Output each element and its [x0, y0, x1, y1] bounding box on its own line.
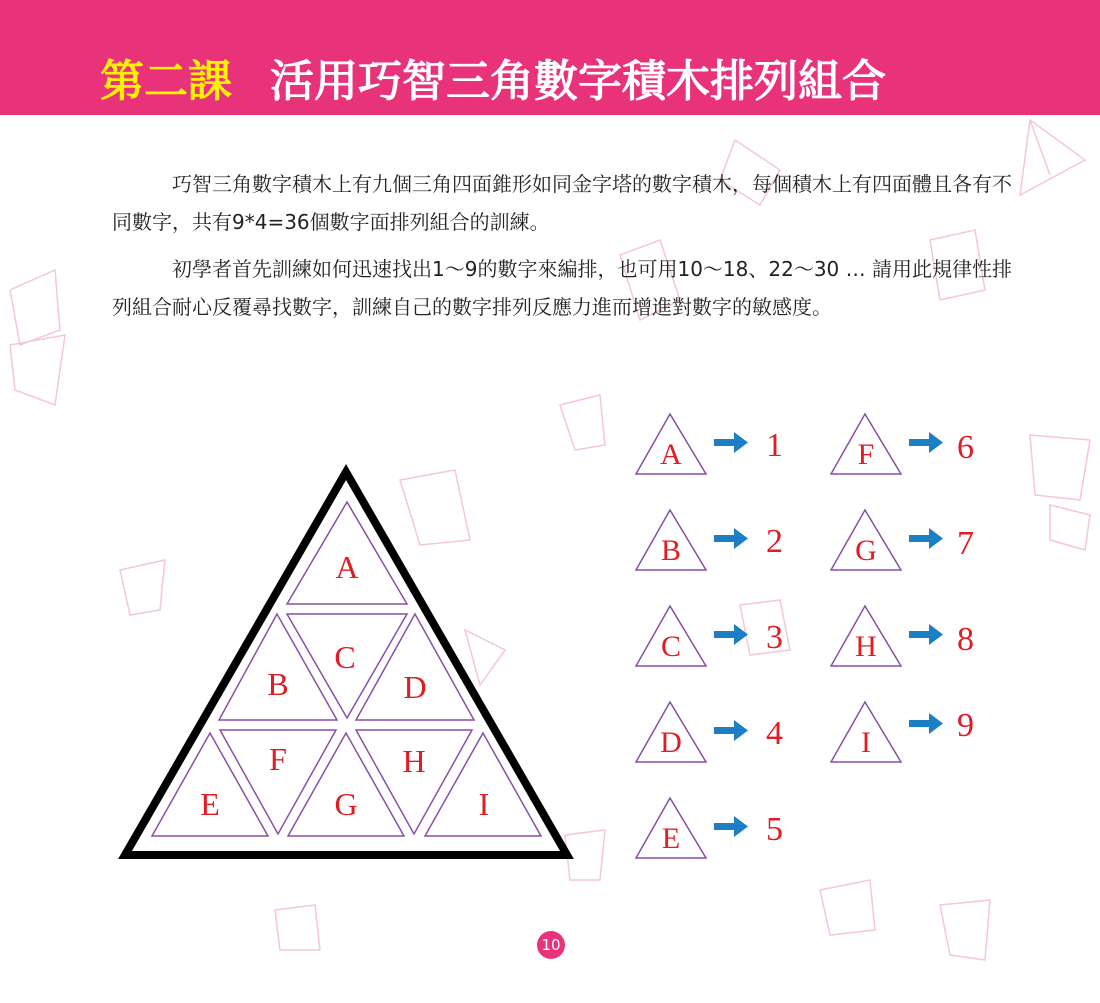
legend-item-h — [829, 604, 1019, 664]
legend-number: 8 — [957, 621, 974, 658]
cell-d-label: D — [403, 669, 427, 705]
legend-letter: D — [660, 726, 682, 759]
arrow-icon — [714, 624, 748, 645]
legend-item-c — [634, 604, 824, 664]
arrow-icon — [714, 528, 748, 549]
training-text: 初學者首先訓練如何迅速找出1～9的數字來編排，也可用10～18、22～30 … 請用此規律性排列組合耐心反覆尋找數字，訓練自己的數字排列反應力進而增進對數字的敏感度。 — [112, 257, 1012, 319]
legend-item-f — [829, 412, 1019, 472]
arrow-icon — [714, 432, 748, 453]
cell-e-label: E — [200, 786, 220, 822]
legend-number: 9 — [957, 707, 974, 744]
arrow-icon — [909, 624, 943, 645]
legend-letter: A — [660, 438, 682, 471]
lesson-title: 活用巧智三角數字積木排列組合 — [270, 56, 886, 107]
cell-g-label: G — [334, 786, 358, 822]
legend-item-b — [634, 508, 824, 568]
legend-number: 3 — [766, 619, 783, 656]
arrow-icon — [714, 816, 748, 837]
legend-letter: C — [660, 630, 682, 663]
arrow-icon — [909, 432, 943, 453]
cell-f-label: F — [269, 741, 287, 777]
cell-h-label: H — [402, 743, 426, 779]
legend-letter: F — [857, 438, 875, 471]
cell-b-label: B — [267, 666, 289, 702]
legend-item-e — [634, 796, 824, 856]
arrow-icon — [909, 528, 943, 549]
legend-number: 6 — [957, 429, 974, 466]
legend-number: 1 — [766, 427, 783, 464]
legend-number: 7 — [957, 525, 974, 562]
cell-i-label: I — [478, 786, 490, 822]
legend-item-g — [829, 508, 1019, 568]
legend-letter: B — [660, 534, 682, 567]
cell-a-label: A — [335, 549, 359, 585]
legend-number: 2 — [766, 523, 783, 560]
legend-item-d — [634, 700, 824, 760]
legend-letter: I — [861, 726, 871, 759]
legend-item-i — [829, 700, 1019, 760]
legend-number: 4 — [766, 715, 783, 752]
legend-letter: H — [855, 630, 877, 663]
lesson-label: 第二課 — [100, 56, 232, 107]
legend-number: 5 — [766, 811, 783, 848]
cell-c-label: C — [334, 639, 356, 675]
legend-letter: E — [661, 822, 681, 855]
intro-text: 巧智三角數字積木上有九個三角四面錐形如同金字塔的數字積木，每個積木上有四面體且各有不同數字，共有9*4=36個數字面排列組合的訓練。 — [112, 172, 1012, 234]
arrow-icon — [714, 720, 748, 741]
legend-item-a — [634, 412, 824, 472]
page-number: 10 — [537, 931, 565, 959]
legend-letter: G — [855, 534, 877, 567]
arrow-icon — [909, 713, 943, 734]
